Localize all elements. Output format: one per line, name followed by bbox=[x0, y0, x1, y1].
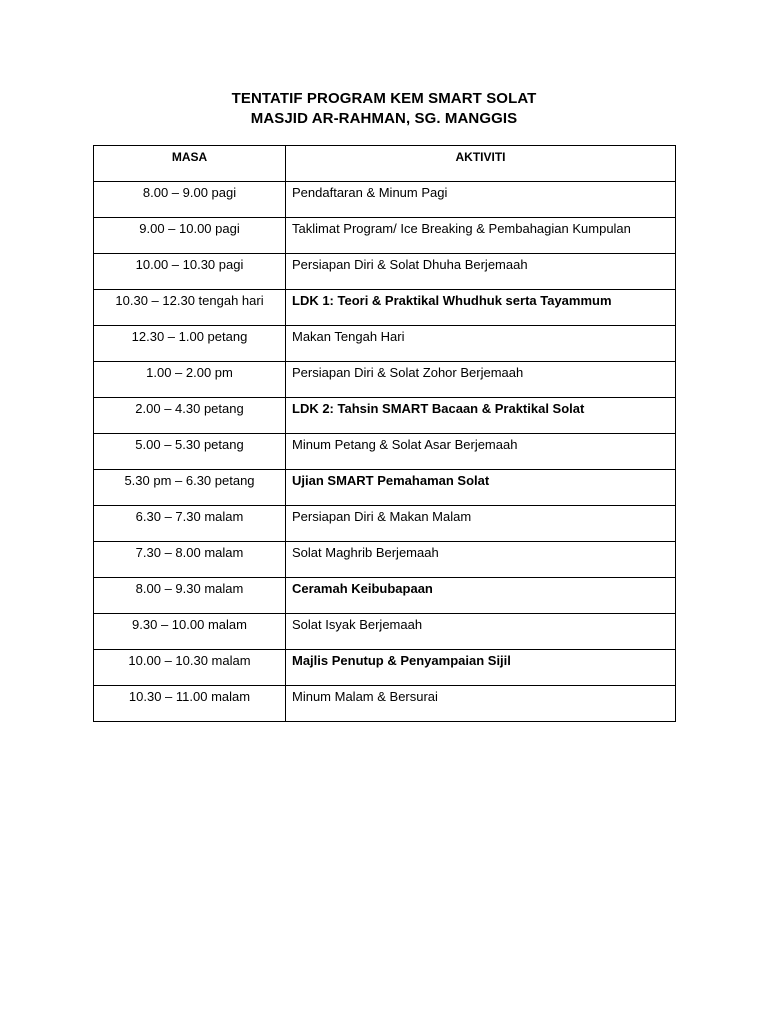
time-text: 10.30 – 11.00 malam bbox=[128, 689, 251, 704]
time-cell bbox=[94, 254, 286, 290]
activity-text: Taklimat Program/ Ice Breaking & Pembahagian Kumpulan bbox=[292, 221, 631, 236]
time-text: 2.00 – 4.30 petang bbox=[135, 401, 244, 416]
activity-text: Persiapan Diri & Solat Dhuha Berjemaah bbox=[292, 257, 528, 272]
time-cell bbox=[94, 614, 286, 650]
table-row bbox=[94, 290, 676, 326]
time-cell bbox=[94, 290, 286, 326]
time-text: 5.30 pm – 6.30 petang bbox=[124, 473, 255, 488]
activity-text: Majlis Penutup & Penyampaian Sijil bbox=[292, 653, 511, 668]
activity-cell bbox=[286, 290, 676, 326]
activity-text: Makan Tengah Hari bbox=[292, 329, 405, 344]
time-text: 1.00 – 2.00 pm bbox=[146, 365, 233, 380]
schedule-body bbox=[94, 182, 676, 722]
activity-cell bbox=[286, 614, 676, 650]
activity-cell bbox=[286, 254, 676, 290]
time-cell bbox=[94, 542, 286, 578]
time-text: 10.00 – 10.30 malam bbox=[128, 653, 251, 668]
activity-text: Ceramah Keibubapaan bbox=[292, 581, 433, 596]
activity-text: LDK 2: Tahsin SMART Bacaan & Praktikal Solat bbox=[292, 401, 585, 416]
activity-text: Solat Maghrib Berjemaah bbox=[292, 545, 439, 560]
table-row bbox=[94, 434, 676, 470]
activity-cell bbox=[286, 182, 676, 218]
time-text: 9.00 – 10.00 pagi bbox=[139, 221, 240, 236]
time-cell bbox=[94, 470, 286, 506]
time-text: 7.30 – 8.00 malam bbox=[135, 545, 244, 560]
activity-text: Minum Petang & Solat Asar Berjemaah bbox=[292, 437, 518, 452]
activity-cell bbox=[286, 470, 676, 506]
time-text: 5.00 – 5.30 petang bbox=[135, 437, 244, 452]
activity-text: Ujian SMART Pemahaman Solat bbox=[292, 473, 490, 488]
activity-cell bbox=[286, 686, 676, 722]
table-row bbox=[94, 398, 676, 434]
activity-text: Persiapan Diri & Solat Zohor Berjemaah bbox=[292, 365, 524, 380]
header-masa bbox=[94, 146, 286, 182]
time-text: 10.00 – 10.30 pagi bbox=[135, 257, 244, 272]
activity-text: Persiapan Diri & Makan Malam bbox=[292, 509, 472, 524]
table-row bbox=[94, 686, 676, 722]
activity-cell bbox=[286, 650, 676, 686]
activity-cell bbox=[286, 506, 676, 542]
time-text: 6.30 – 7.30 malam bbox=[135, 509, 244, 524]
time-text: 8.00 – 9.00 pagi bbox=[142, 185, 237, 200]
time-text: 8.00 – 9.30 malam bbox=[135, 581, 244, 596]
table-row bbox=[94, 362, 676, 398]
title-line-2: MASJID AR-RAHMAN, SG. MANGGIS bbox=[250, 110, 518, 127]
time-cell bbox=[94, 182, 286, 218]
time-cell bbox=[94, 578, 286, 614]
time-cell bbox=[94, 218, 286, 254]
table-row bbox=[94, 326, 676, 362]
title-line-1: TENTATIF PROGRAM KEM SMART SOLAT bbox=[231, 90, 537, 107]
table-header-row bbox=[94, 146, 676, 182]
time-cell bbox=[94, 434, 286, 470]
table-row bbox=[94, 470, 676, 506]
activity-cell bbox=[286, 434, 676, 470]
activity-text: Pendaftaran & Minum Pagi bbox=[292, 185, 448, 200]
activity-cell bbox=[286, 218, 676, 254]
time-text: 12.30 – 1.00 petang bbox=[131, 329, 248, 344]
activity-cell bbox=[286, 326, 676, 362]
activity-text: Minum Malam & Bersurai bbox=[292, 689, 438, 704]
table-row bbox=[94, 254, 676, 290]
activity-text: Solat Isyak Berjemaah bbox=[292, 617, 423, 632]
table-row bbox=[94, 182, 676, 218]
activity-cell bbox=[286, 578, 676, 614]
table-row bbox=[94, 614, 676, 650]
header-aktiviti-label: AKTIVITI bbox=[455, 150, 506, 164]
table-row bbox=[94, 578, 676, 614]
activity-text: LDK 1: Teori & Praktikal Whudhuk serta Tayammum bbox=[292, 293, 612, 308]
activity-cell bbox=[286, 398, 676, 434]
time-text: 9.30 – 10.00 malam bbox=[132, 617, 247, 632]
time-cell bbox=[94, 506, 286, 542]
schedule-table bbox=[93, 145, 676, 722]
table-row bbox=[94, 650, 676, 686]
time-cell bbox=[94, 650, 286, 686]
header-aktiviti bbox=[286, 146, 676, 182]
table-row bbox=[94, 218, 676, 254]
document-title bbox=[0, 89, 768, 129]
table-row bbox=[94, 542, 676, 578]
time-cell bbox=[94, 326, 286, 362]
header-masa-label: MASA bbox=[171, 150, 208, 164]
time-text: 10.30 – 12.30 tengah hari bbox=[115, 293, 264, 308]
time-cell bbox=[94, 398, 286, 434]
time-cell bbox=[94, 362, 286, 398]
activity-cell bbox=[286, 362, 676, 398]
activity-cell bbox=[286, 542, 676, 578]
time-cell bbox=[94, 686, 286, 722]
table-row bbox=[94, 506, 676, 542]
